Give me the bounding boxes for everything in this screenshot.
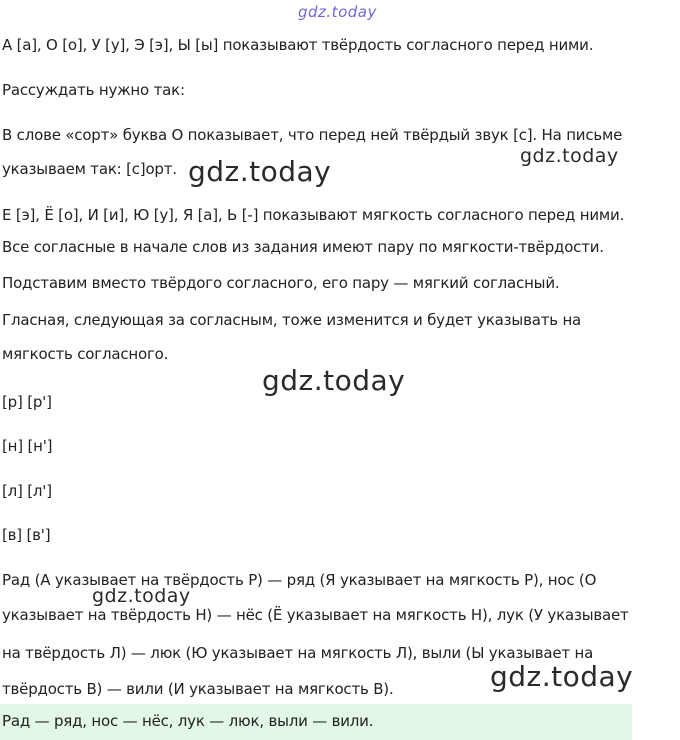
text-line-16: на твёрдость Л) — люк (Ю указывает на мягкость Л), выли (Ы указывает на [2, 644, 594, 662]
watermark-4: gdz.today [92, 585, 191, 607]
text-line-10: [р] [р'] [2, 393, 52, 411]
answer-highlight [0, 704, 632, 740]
text-line-8: Гласная, следующая за согласным, тоже изменится и будет указывать на [2, 311, 582, 329]
text-line-13: [в] [в'] [2, 526, 51, 544]
answer-text: Рад — ряд, нос — нёс, лук — люк, выли — вили. [2, 712, 374, 730]
watermark-2: gdz.today [188, 155, 332, 188]
text-line-4: указываем так: [с]орт. [2, 160, 177, 178]
text-line-6: Все согласные в начале слов из задания имеют пару по мягкости-твёрдости. [2, 238, 604, 256]
watermark-top: gdz.today [298, 3, 377, 21]
text-line-12: [л] [л'] [2, 482, 52, 500]
text-line-5: Е [э], Ё [о], И [и], Ю [у], Я [а], Ь [-] показывают мягкость согласного перед ними. [2, 206, 625, 224]
text-line-11: [н] [н'] [2, 437, 53, 455]
text-line-9: мягкость согласного. [2, 345, 169, 363]
text-line-3: В слове «сорт» буква О показывает, что перед ней твёрдый звук [с]. На письме [2, 126, 623, 144]
text-line-15: указывает на твёрдость Н) — нёс (Ё указывает на мягкость Н), лук (У указывает [2, 606, 629, 624]
watermark-3: gdz.today [262, 364, 406, 397]
text-line-2: Рассуждать нужно так: [2, 81, 185, 99]
watermark-5: gdz.today [490, 660, 634, 693]
text-line-7: Подставим вместо твёрдого согласного, его пару — мягкий согласный. [2, 274, 560, 292]
text-line-17: твёрдость В) — вили (И указывает на мягкость В). [2, 680, 394, 698]
text-line-14: Рад (А указывает на твёрдость Р) — ряд (Я указывает на мягкость Р), нос (О [2, 571, 597, 589]
text-line-1: А [а], О [о], У [у], Э [э], Ы [ы] показывают твёрдость согласного перед ними. [2, 36, 594, 54]
watermark-1: gdz.today [520, 145, 619, 167]
